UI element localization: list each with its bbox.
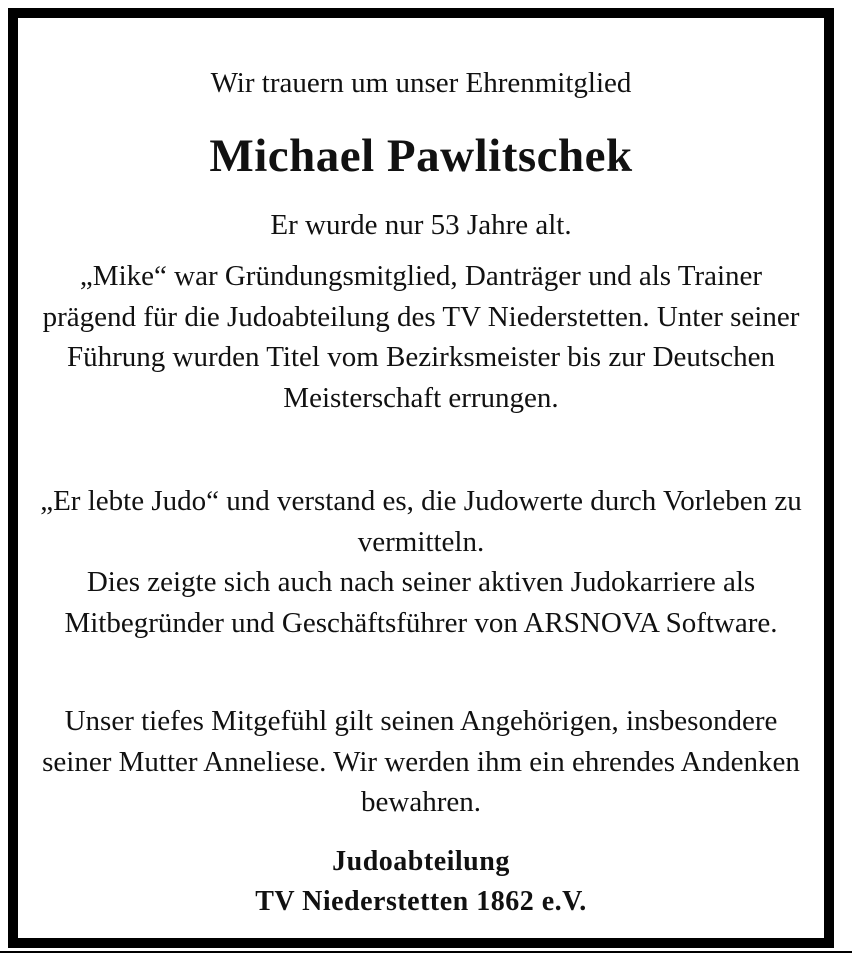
paragraph-judo-values: „Er lebte Judo“ und verstand es, die Judowerte durch Vorleben zu vermitteln. (40, 485, 802, 558)
intro-line: Wir trauern um unser Ehrenmitglied (210, 67, 632, 99)
signature-club: TV Niederstetten 1862 e.V. (255, 886, 587, 917)
paragraph-condolences: Unser tiefes Mitgefühl gilt seinen Angehörigen, insbesondere seiner Mutter Anneliese. Wir werden ihm ein ehrendes Andenken bewahren. (42, 705, 800, 818)
signature-department: Judoabteilung (332, 846, 510, 877)
deceased-name: Michael Pawlitschek (209, 130, 633, 182)
age-line: Er wurde nur 53 Jahre alt. (270, 209, 572, 241)
bottom-divider (0, 951, 852, 953)
paragraph-later-career: Dies zeigte sich auch nach seiner aktiven Judokarriere als Mitbegründer und Geschäftsführer von ARSNOVA Software. (64, 566, 778, 639)
paragraph-career: „Mike“ war Gründungsmitglied, Danträger und als Trainer prägend für die Judoabteilung des TV Niederstetten. Unter seiner Führung wurden Titel vom Bezirksmeister bis zur Deutschen Meisterschaft errungen. (42, 260, 800, 414)
obituary-frame (8, 8, 834, 948)
